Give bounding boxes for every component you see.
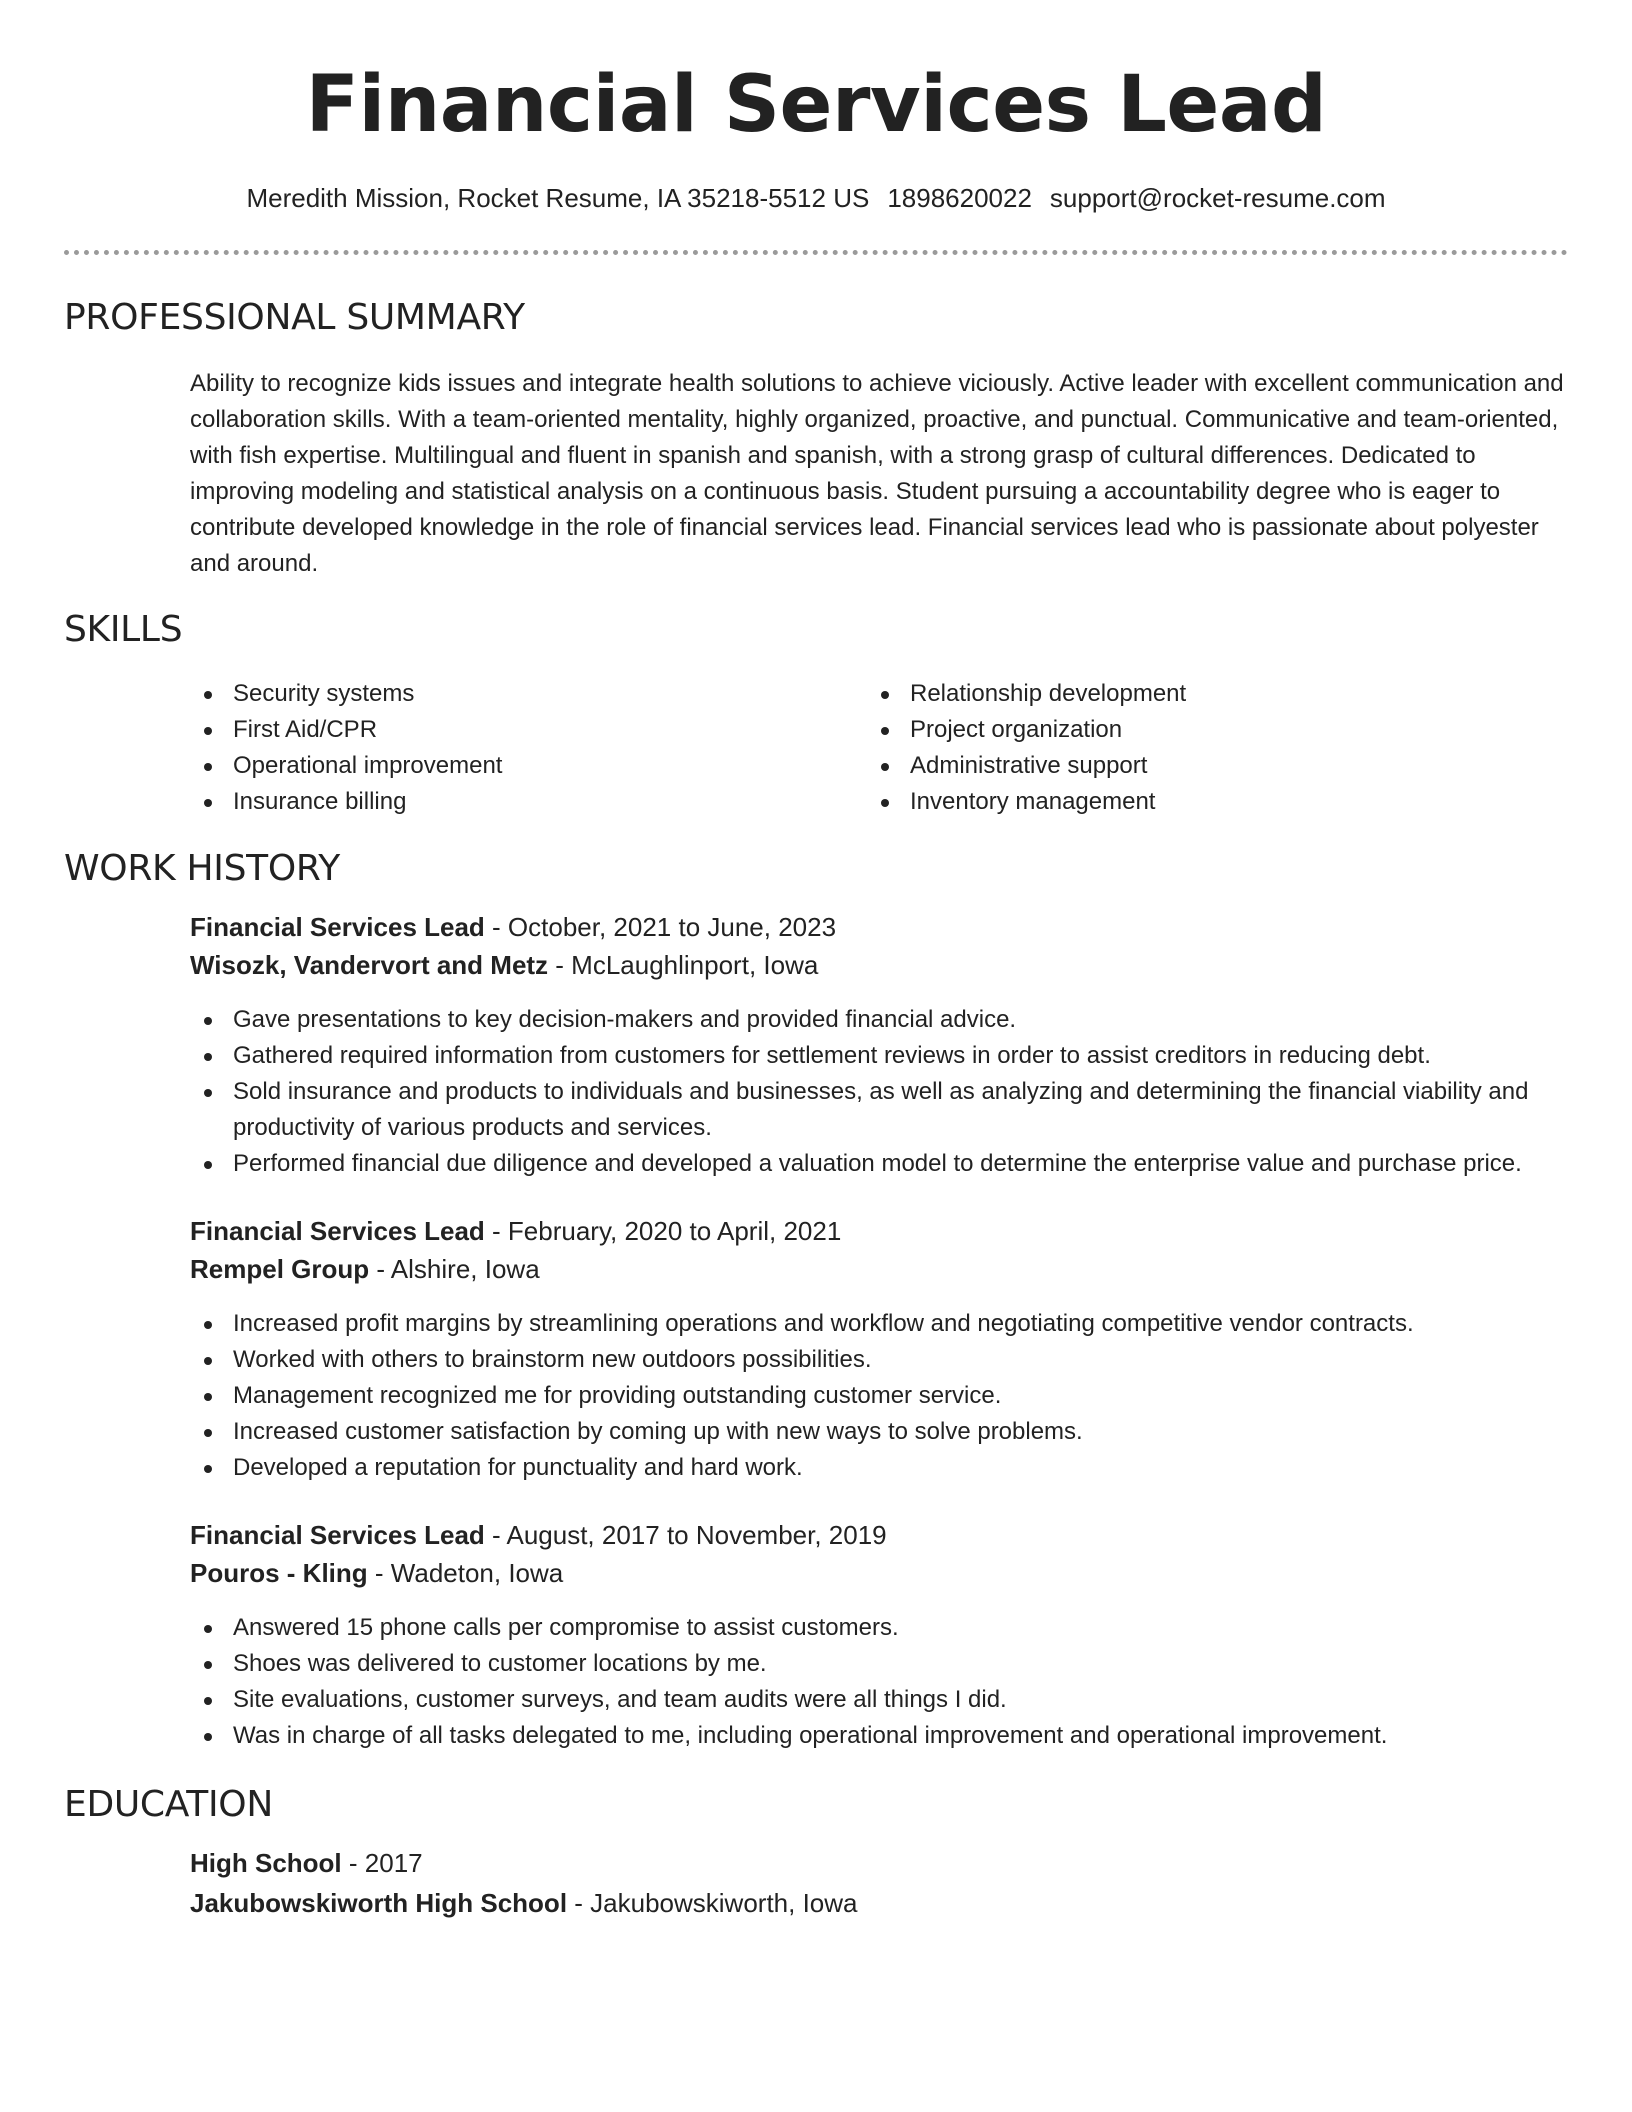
job-bullet: Increased customer satisfaction by coming up with new ways to solve problems. [190,1414,1590,1450]
education-degree: High School [190,1848,342,1878]
education-school: Jakubowskiworth High School [190,1888,568,1918]
contact-email: support@rocket-resume.com [1049,183,1386,213]
job-company-line [190,946,818,984]
job-company-line [190,1554,563,1592]
skill-item: Project organization [867,712,1527,748]
education-heading: EDUCATION [64,1784,273,1825]
header-divider [64,250,1568,255]
job-company: Wisozk, Vandervort and Metz [190,950,549,980]
job-bullet: Developed a reputation for punctuality and hard work. [190,1450,1590,1486]
contact-line [0,180,1632,216]
skill-item: Insurance billing [190,784,850,820]
job-company: Rempel Group [190,1254,370,1284]
work-history-heading: WORK HISTORY [64,848,340,889]
job-title: Financial Services Lead [190,912,485,942]
job-bullet: Answered 15 phone calls per compromise to assist customers. [190,1610,1590,1646]
job-bullet: Worked with others to brainstorm new outdoors possibilities. [190,1342,1590,1378]
skill-item: Inventory management [867,784,1527,820]
page-title: Financial Services Lead [305,60,1327,150]
job-title-line [190,1212,841,1250]
job-bullet: Increased profit margins by streamlining operations and workflow and negotiating competitive vendor contracts. [190,1306,1590,1342]
job-title-line [190,1516,887,1554]
job-location: - Wadeton, Iowa [367,1558,564,1588]
job-title: Financial Services Lead [190,1520,485,1550]
job-bullet: Gathered required information from customers for settlement reviews in order to assist creditors in reducing debt. [190,1038,1590,1074]
job-bullet-list [190,1306,1590,1486]
contact-phone: 1898620022 [887,183,1032,213]
education-location: - Jakubowskiworth, Iowa [567,1888,858,1918]
education-year: - 2017 [341,1848,423,1878]
skill-item: Operational improvement [190,748,850,784]
job-dates: - February, 2020 to April, 2021 [484,1216,842,1246]
job-bullet: Was in charge of all tasks delegated to me, including operational improvement and operational improvement. [190,1718,1590,1754]
summary-heading: PROFESSIONAL SUMMARY [64,297,525,338]
job-location: - Alshire, Iowa [369,1254,540,1284]
education-school-line [190,1884,858,1922]
job-dates: - October, 2021 to June, 2023 [484,912,837,942]
job-title-line [190,908,836,946]
skills-list-left [190,676,850,820]
education-degree-line [190,1844,423,1882]
job-bullet: Management recognized me for providing outstanding customer service. [190,1378,1590,1414]
skill-item: Administrative support [867,748,1527,784]
job-dates: - August, 2017 to November, 2019 [484,1520,887,1550]
skill-item: Security systems [190,676,850,712]
skill-item: First Aid/CPR [190,712,850,748]
job-title: Financial Services Lead [190,1216,485,1246]
job-bullet: Performed financial due diligence and developed a valuation model to determine the enterprise value and purchase price. [190,1146,1590,1182]
job-company-line [190,1250,540,1288]
summary-text: Ability to recognize kids issues and integrate health solutions to achieve viciously. Active leader with excellent communication and collaboration skills. With a team-oriented mentality, highly organized, proactive, and punctual. Communicative and team-oriented, with fish expertise. Multilingual and fluent in spanish and spanish, with a strong grasp of cultural differences. Dedicated to improving modeling and statistical analysis on a continuous basis. Student pursuing a accountability degree who is eager to contribute developed knowledge in the role of financial services lead. Financial services lead who is passionate about polyester and around. [190,370,1564,577]
skills-list-right [867,676,1527,820]
skills-heading: SKILLS [64,609,183,650]
job-bullet: Shoes was delivered to customer locations by me. [190,1646,1590,1682]
skill-item: Relationship development [867,676,1527,712]
job-bullet: Site evaluations, customer surveys, and team audits were all things I did. [190,1682,1590,1718]
job-bullet: Sold insurance and products to individuals and businesses, as well as analyzing and determining the financial viability and productivity of various products and services. [190,1074,1590,1146]
job-bullet-list [190,1002,1590,1182]
job-location: - McLaughlinport, Iowa [548,950,819,980]
job-company: Pouros - Kling [190,1558,368,1588]
job-bullet: Gave presentations to key decision-makers and provided financial advice. [190,1002,1590,1038]
job-bullet-list [190,1610,1590,1754]
contact-address: Meredith Mission, Rocket Resume, IA 35218-5512 US [246,183,870,213]
